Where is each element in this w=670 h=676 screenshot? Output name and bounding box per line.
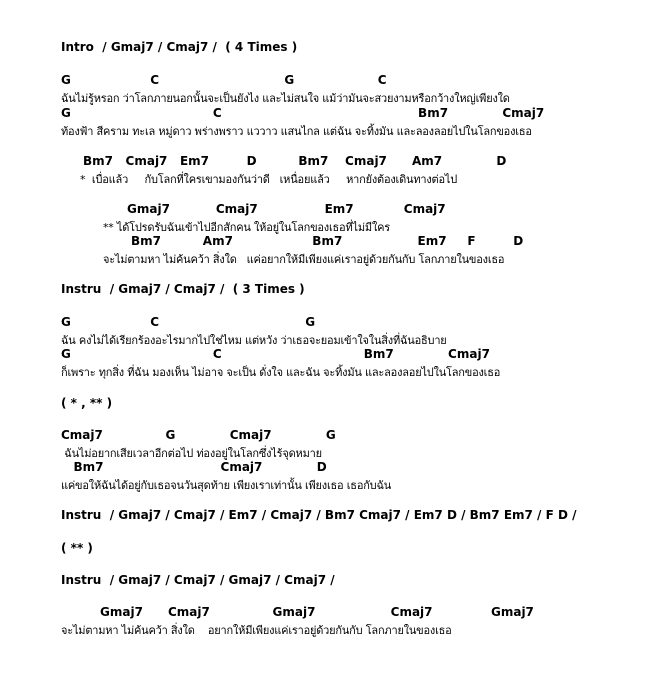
chorus-a-chord-line: Bm7 Cmaj7 Em7 D Bm7 Cmaj7 Am7 D xyxy=(83,154,507,168)
verse2-lyric-line-1: ฉัน คงไม่ได้เรียกร้องอะไรมากไปใช่ไหม แต่หวัง ว่าเธอจะยอมเข้าใจในสิ่งที่ฉันอธิบาย xyxy=(61,334,447,347)
outro-lyric-line: จะไม่ตามหา ไม่ค้นคว้า สิ่งใด อยากให้มีเพียงแค่เราอยู่ด้วยกันกับ โลกภายในของเธอ xyxy=(61,624,452,637)
chorus-b-chord-line-1: Gmaj7 Cmaj7 Em7 Cmaj7 xyxy=(127,202,446,216)
verse1-lyric-line-1: ฉันไม่รู้หรอก ว่าโลกภายนอกนั้นจะเป็นยังไง และไม่สนใจ แม้ว่ามันจะสวยงามหรือกว้างใหญ่เพียงใด xyxy=(61,92,510,105)
repeat-marker-2: ( ** ) xyxy=(61,541,93,555)
instru-line-1: Instru / Gmaj7 / Cmaj7 / ( 3 Times ) xyxy=(61,282,305,296)
chorus-b-lyric-line-1: ** ได้โปรดรับฉันเข้าไปอีกสักคน ให้อยู่ในโลกของเธอที่ไม่มีใคร xyxy=(103,221,390,234)
verse2-chord-line-1: G C G xyxy=(61,315,316,329)
verse1-chord-line-1: G C G C xyxy=(61,73,387,87)
verse1-lyric-line-2: ท้องฟ้า สีคราม ทะเล หมู่ดาว พร่างพราว แววาว แสนไกล แต่ฉัน จะทิ้งมัน และลองลอยไปในโลกของเธอ xyxy=(61,125,532,138)
instru-line-2: Instru / Gmaj7 / Cmaj7 / Em7 / Cmaj7 / Bm7 Cmaj7 / Em7 D / Bm7 Em7 / F D / xyxy=(61,508,577,522)
verse1-chord-line-2: G C Bm7 Cmaj7 xyxy=(61,106,545,120)
bridge-chord-line-2: Bm7 Cmaj7 D xyxy=(61,460,327,474)
intro-line: Intro / Gmaj7 / Cmaj7 / ( 4 Times ) xyxy=(61,40,298,54)
bridge-chord-line-1: Cmaj7 G Cmaj7 G xyxy=(61,428,336,442)
verse2-chord-line-2: G C Bm7 Cmaj7 xyxy=(61,347,490,361)
instru-line-3: Instru / Gmaj7 / Cmaj7 / Gmaj7 / Cmaj7 / xyxy=(61,573,335,587)
repeat-marker-1: ( * , ** ) xyxy=(61,396,113,410)
bridge-lyric-line-2: แค่ขอให้ฉันได้อยู่กับเธอจนวันสุดท้าย เพียงเราเท่านั้น เพียงเธอ เธอกับฉัน xyxy=(61,479,392,492)
chorus-a-lyric-line: * เบื่อแล้ว กับโลกที่ใครเขามองกันว่าดี เหนื่อยแล้ว หากยังต้องเดินทางต่อไป xyxy=(80,173,458,186)
chorus-b-chord-line-2: Bm7 Am7 Bm7 Em7 F D xyxy=(131,234,524,248)
verse2-lyric-line-2: ก็เพราะ ทุกสิ่ง ที่ฉัน มองเห็น ไม่อาจ จะเป็น ดั่งใจ และฉัน จะทิ้งมัน และลองลอยไปในโลกของเธอ xyxy=(61,366,501,379)
bridge-lyric-line-1: ฉันไม่อยากเสียเวลาอีกต่อไป ท่องอยู่ในโลกซึ่งไร้จุดหมาย xyxy=(61,447,322,460)
outro-chord-line: Gmaj7 Cmaj7 Gmaj7 Cmaj7 Gmaj7 xyxy=(100,605,534,619)
chorus-b-lyric-line-2: จะไม่ตามหา ไม่ค้นคว้า สิ่งใด แค่อยากให้มีเพียงแค่เราอยู่ด้วยกันกับ โลกภายในของเธอ xyxy=(103,253,505,266)
